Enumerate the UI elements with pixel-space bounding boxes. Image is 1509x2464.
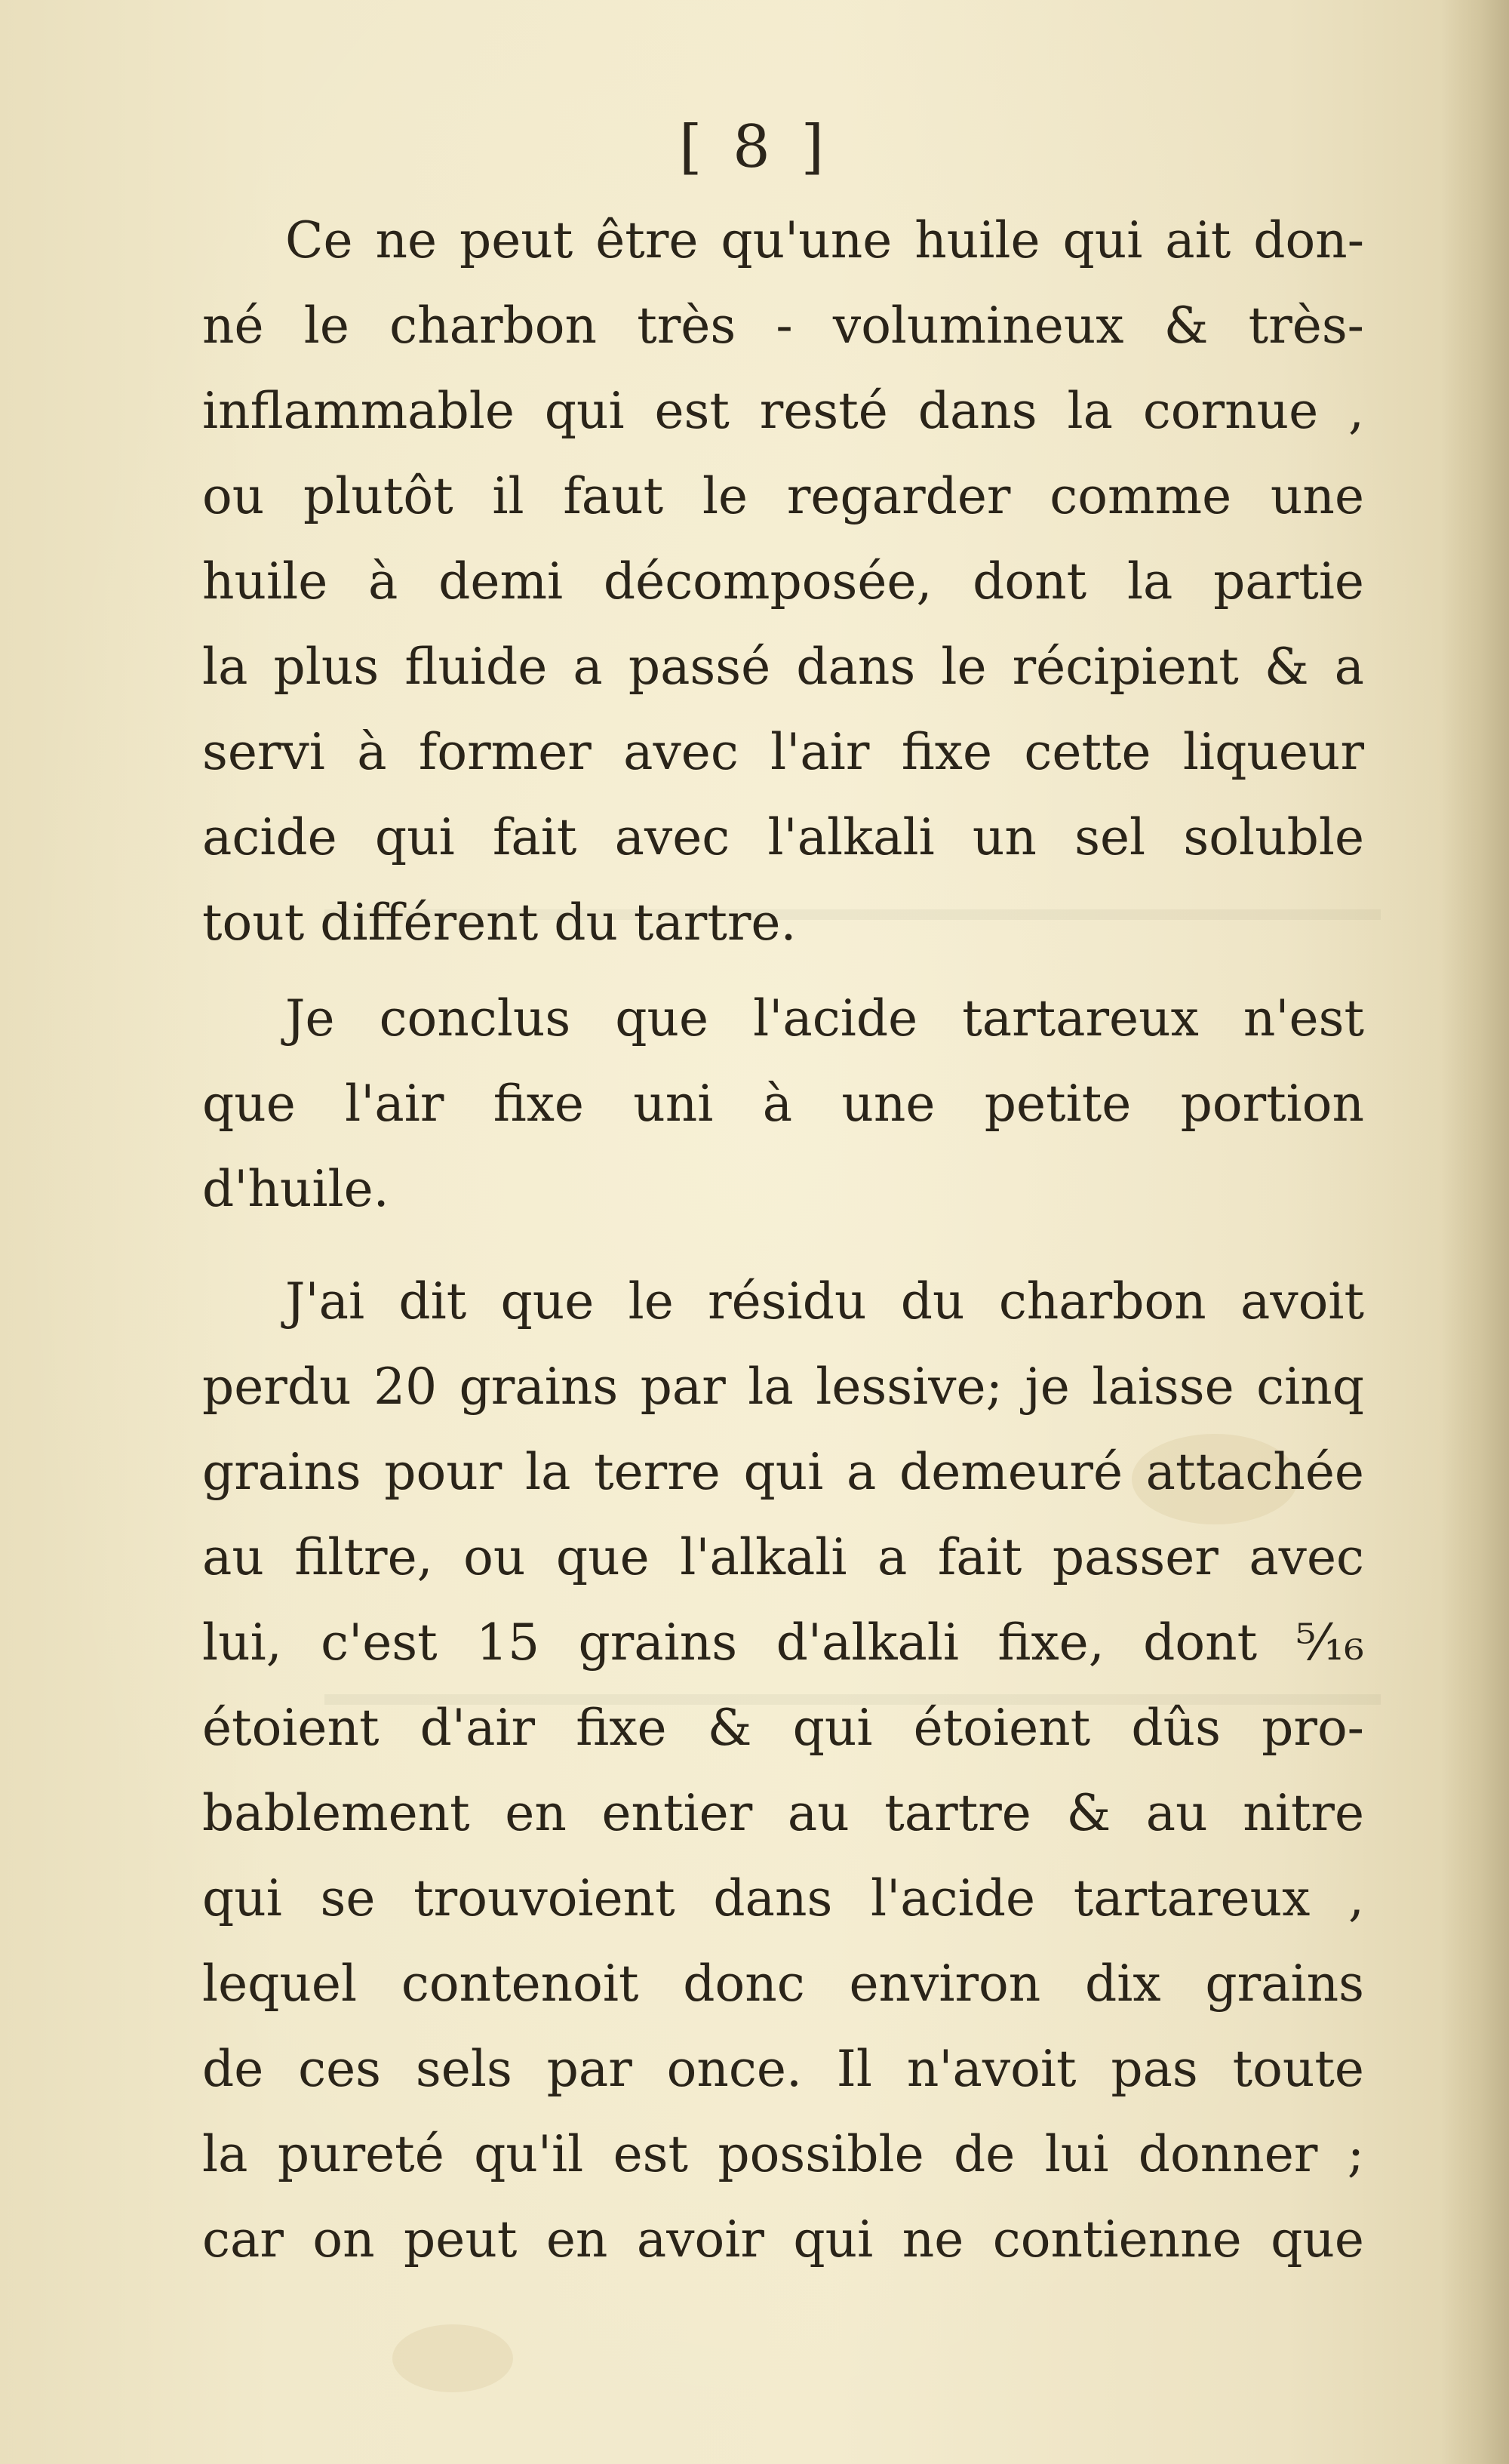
text-line: ou plutôt il faut le regarder comme une	[202, 467, 1364, 525]
text-line: la plus fluide a passé dans le récipient & a	[202, 638, 1364, 696]
text-line: lui, c'est 15 grains d'alkali fixe, dont ⁵⁄₁₆	[202, 1613, 1364, 1672]
paper-stain	[392, 2324, 513, 2392]
text-line: né le charbon très - volumineux & très-	[202, 297, 1364, 355]
text-line: servi à former avec l'air fixe cette liqueur	[202, 723, 1364, 781]
text-line: la pureté qu'il est possible de lui donner ;	[202, 2125, 1364, 2183]
text-line: qui se trouvoient dans l'acide tartareux ,	[202, 1869, 1364, 1927]
text-line: de ces sels par once. Il n'avoit pas toute	[202, 2040, 1364, 2098]
paragraph	[202, 976, 1364, 1232]
text-line: d'huile.	[202, 1160, 389, 1218]
text-line: huile à demi décomposée, dont la partie	[202, 552, 1364, 611]
text-line: J'ai dit que le résidu du charbon avoit	[285, 1272, 1364, 1330]
text-line: que l'air fixe uni à une petite portion	[202, 1075, 1364, 1133]
text-line: perdu 20 grains par la lessive; je laisse cinq	[202, 1358, 1364, 1416]
text-line: car on peut en avoir qui ne contienne que	[202, 2210, 1364, 2269]
text-line: Ce ne peut être qu'une huile qui ait don-	[285, 211, 1364, 269]
body-text	[202, 198, 1364, 2282]
page-edge-shadow	[1441, 0, 1509, 2464]
text-line: au filtre, ou que l'alkali a fait passer avec	[202, 1528, 1364, 1586]
text-line: bablement en entier au tartre & au nitre	[202, 1784, 1364, 1842]
text-line: acide qui fait avec l'alkali un sel soluble	[202, 808, 1364, 866]
paragraph	[202, 1259, 1364, 2282]
paragraph	[202, 198, 1364, 965]
text-line: inflammable qui est resté dans la cornue ,	[202, 382, 1364, 440]
text-line: grains pour la terre qui a demeuré attachée	[202, 1443, 1364, 1501]
text-line: tout différent du tartre.	[202, 894, 797, 952]
text-line: étoient d'air fixe & qui étoient dûs pro-	[202, 1699, 1364, 1757]
text-line: Je conclus que l'acide tartareux n'est	[285, 989, 1364, 1047]
page-number: [ 8 ]	[678, 113, 831, 181]
text-line: lequel contenoit donc environ dix grains	[202, 1955, 1364, 2013]
